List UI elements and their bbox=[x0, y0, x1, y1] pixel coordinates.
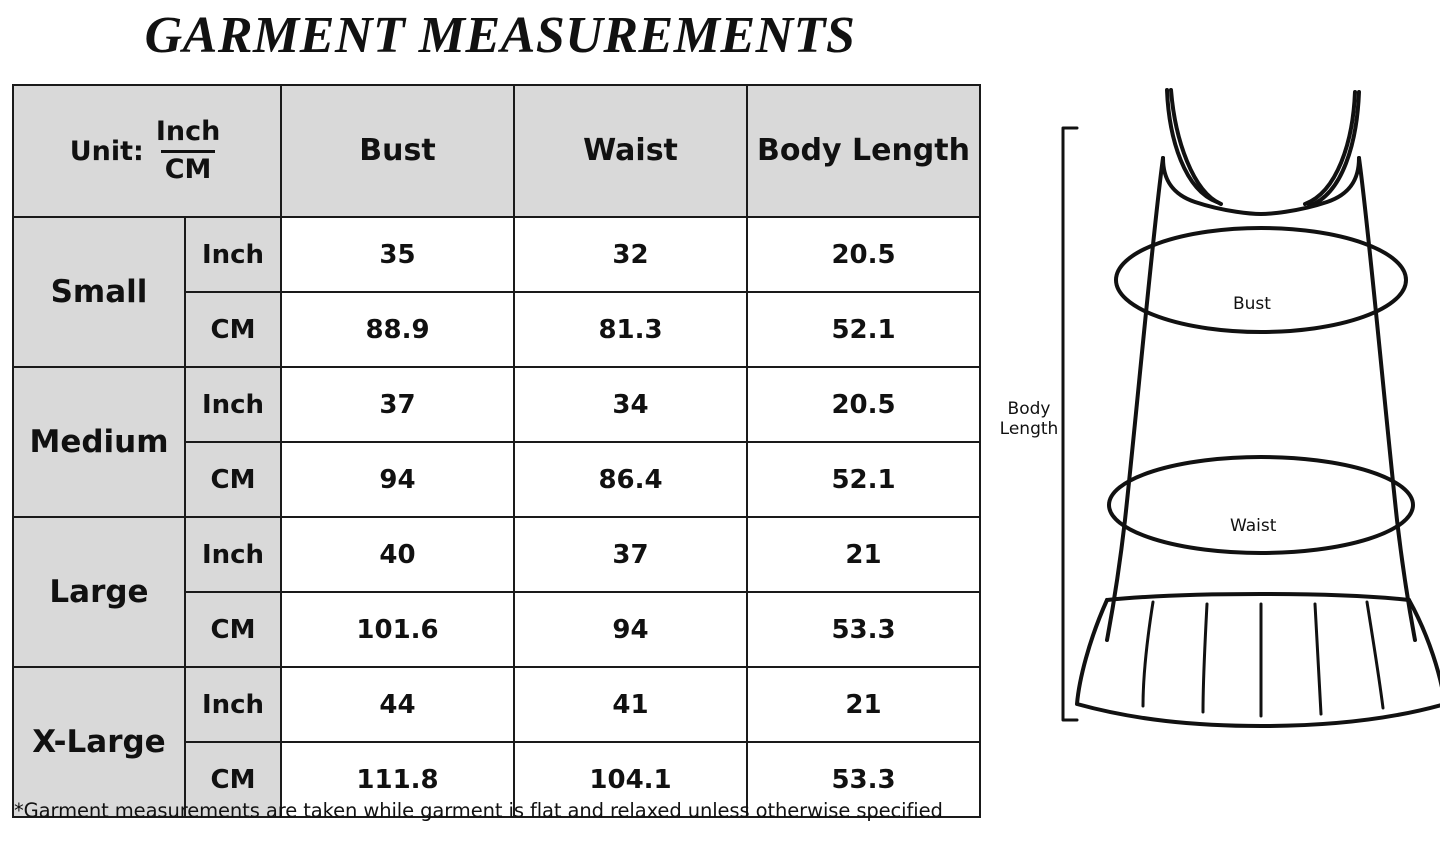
ruffle-fold-2 bbox=[1203, 604, 1207, 712]
value-waist: 37 bbox=[514, 517, 747, 592]
value-body-length: 52.1 bbox=[747, 292, 980, 367]
unit-cm-label: CM bbox=[161, 150, 216, 185]
table-row bbox=[13, 367, 980, 442]
ruffle-fold-4 bbox=[1315, 604, 1321, 714]
garment-illustration bbox=[985, 80, 1440, 780]
side-seam-right bbox=[1359, 158, 1415, 640]
value-bust: 101.6 bbox=[281, 592, 514, 667]
illustration-label-bust: Bust bbox=[1233, 294, 1271, 314]
ruffle-hem bbox=[1077, 600, 1440, 726]
value-body-length: 53.3 bbox=[747, 592, 980, 667]
measurements-table bbox=[12, 84, 981, 818]
unit-cell: Inch bbox=[185, 367, 281, 442]
ruffle-fold-5 bbox=[1367, 602, 1383, 708]
unit-cell: Inch bbox=[185, 217, 281, 292]
value-body-length: 20.5 bbox=[747, 367, 980, 442]
table-header-row bbox=[13, 85, 980, 217]
unit-cell: CM bbox=[185, 292, 281, 367]
value-body-length: 20.5 bbox=[747, 217, 980, 292]
column-header-waist: Waist bbox=[514, 85, 747, 217]
value-waist: 32 bbox=[514, 217, 747, 292]
value-bust: 44 bbox=[281, 667, 514, 742]
side-seam-left bbox=[1107, 158, 1163, 640]
unit-inch-label: Inch bbox=[155, 116, 221, 148]
value-waist: 94 bbox=[514, 592, 747, 667]
waist-measure-line bbox=[1109, 457, 1413, 553]
value-waist: 81.3 bbox=[514, 292, 747, 367]
unit-cell: CM bbox=[185, 442, 281, 517]
value-waist: 34 bbox=[514, 367, 747, 442]
table-row bbox=[13, 217, 980, 292]
size-label-small: Small bbox=[13, 217, 185, 367]
value-bust: 94 bbox=[281, 442, 514, 517]
unit-label: Unit: bbox=[69, 135, 144, 167]
value-body-length: 21 bbox=[747, 667, 980, 742]
value-waist: 104.1 bbox=[514, 742, 747, 817]
value-bust: 35 bbox=[281, 217, 514, 292]
size-label-x-large: X-Large bbox=[13, 667, 185, 817]
unit-cell: Inch bbox=[185, 667, 281, 742]
ruffle-top-seam bbox=[1107, 594, 1409, 600]
column-header-bust: Bust bbox=[281, 85, 514, 217]
illustration-label-body-length: Body Length bbox=[999, 399, 1059, 439]
value-body-length: 21 bbox=[747, 517, 980, 592]
illustration-label-waist: Waist bbox=[1230, 516, 1277, 536]
ruffle-fold-1 bbox=[1143, 602, 1153, 706]
unit-header-cell bbox=[13, 85, 281, 217]
bust-measure-line bbox=[1116, 228, 1406, 332]
value-body-length: 52.1 bbox=[747, 442, 980, 517]
value-waist: 41 bbox=[514, 667, 747, 742]
size-label-medium: Medium bbox=[13, 367, 185, 517]
unit-cell: Inch bbox=[185, 517, 281, 592]
table-row bbox=[13, 517, 980, 592]
column-header-body-length: Body Length bbox=[747, 85, 980, 217]
value-body-length: 53.3 bbox=[747, 742, 980, 817]
size-label-large: Large bbox=[13, 517, 185, 667]
measurements-table-wrapper bbox=[12, 84, 980, 818]
page-title: GARMENT MEASUREMENTS bbox=[144, 7, 856, 64]
value-bust: 88.9 bbox=[281, 292, 514, 367]
strap-right-inner bbox=[1309, 92, 1359, 206]
value-bust: 111.8 bbox=[281, 742, 514, 817]
value-waist: 86.4 bbox=[514, 442, 747, 517]
table-row bbox=[13, 667, 980, 742]
value-bust: 37 bbox=[281, 367, 514, 442]
unit-cell: CM bbox=[185, 742, 281, 817]
footnote-text: *Garment measurements are taken while garment is flat and relaxed unless otherwise specified bbox=[14, 799, 943, 822]
unit-cell: CM bbox=[185, 592, 281, 667]
unit-fraction bbox=[152, 117, 225, 184]
value-bust: 40 bbox=[281, 517, 514, 592]
